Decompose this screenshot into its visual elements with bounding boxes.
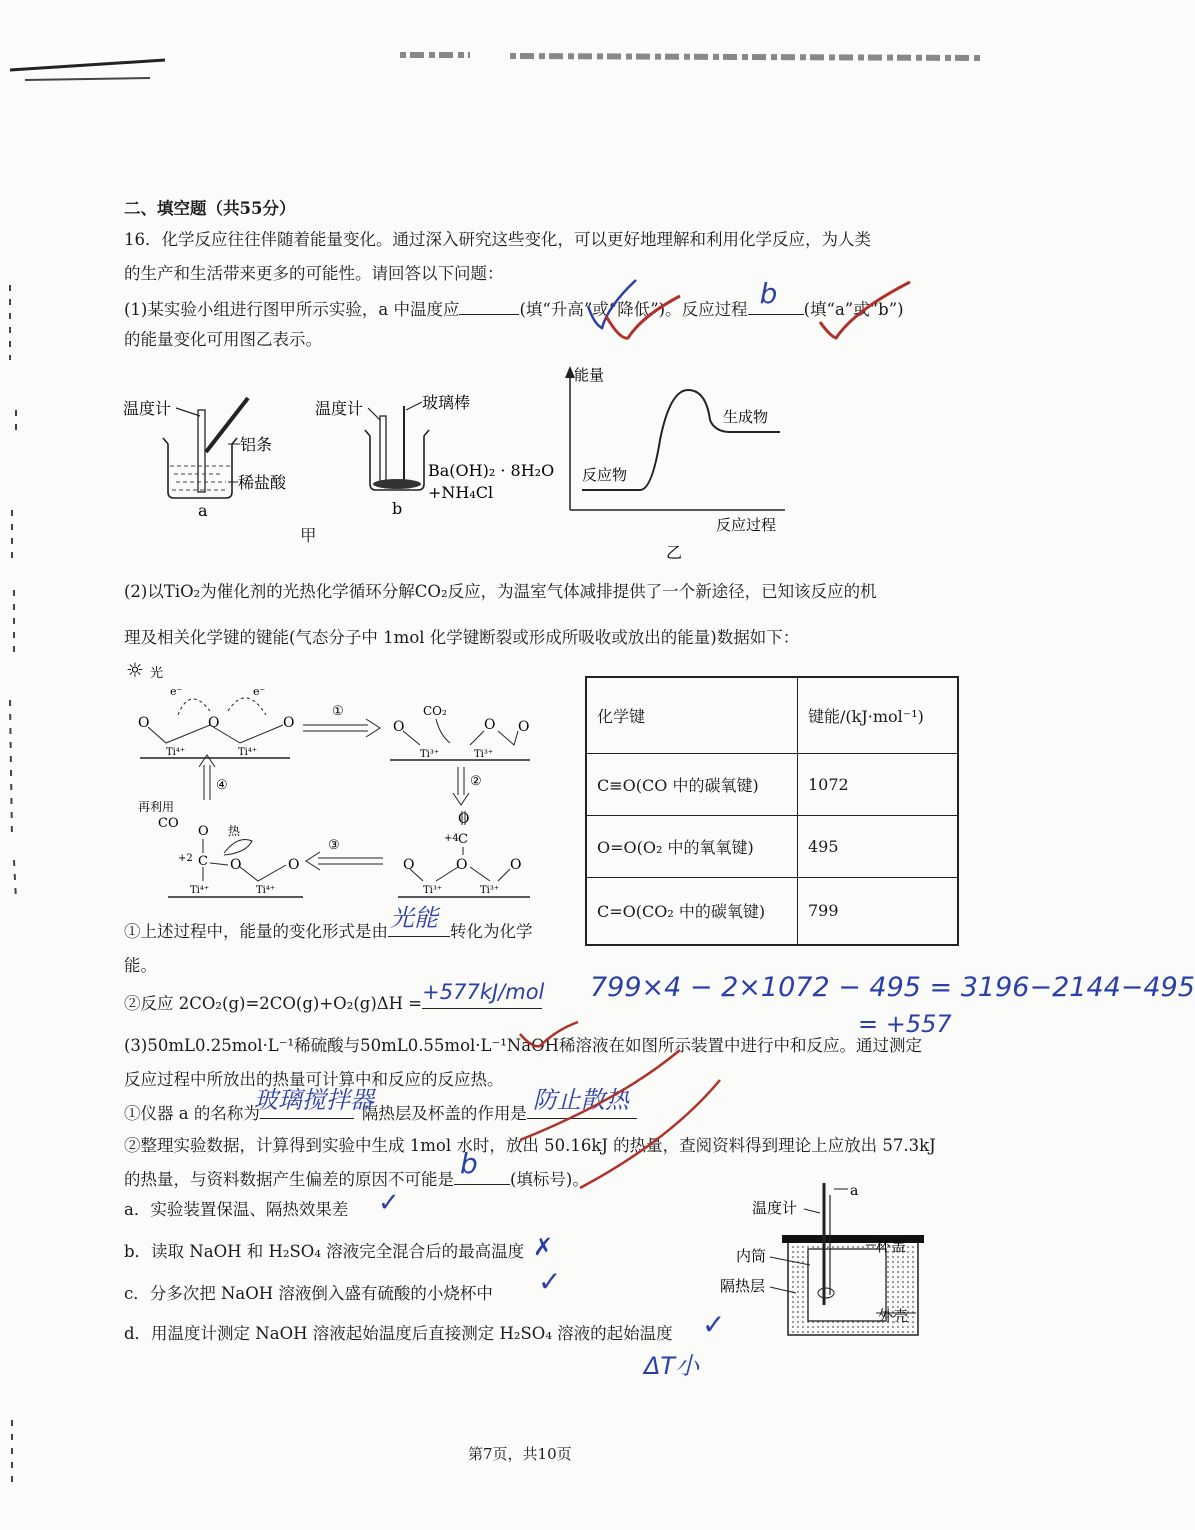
fig-a-al-label: 铝条 xyxy=(240,435,273,454)
fig-yi-reactant-label: 反应物 xyxy=(582,466,628,484)
mark-c: ✓ xyxy=(538,1265,562,1298)
p3-q1-answer-1: 玻璃搅拌器 xyxy=(253,1086,374,1114)
fig-yi-product-label: 生成物 xyxy=(723,408,769,426)
mech-co: CO xyxy=(158,816,179,831)
table-cell-energy: 1072 xyxy=(798,753,959,815)
mech-o-7: O xyxy=(198,824,209,839)
checkmark-marks-p1 xyxy=(580,276,940,346)
mechanism-diagram xyxy=(118,655,558,915)
mech-o-9: O xyxy=(288,857,300,873)
section-title: 二、填空题（共55分） xyxy=(124,199,296,218)
figure-yi-energy-diagram xyxy=(560,360,800,565)
p3-q2-text-a: 的热量，与资料数据产生偏差的原因不可能是 xyxy=(124,1170,454,1189)
p1-blank-1 xyxy=(459,296,519,315)
q16-part3-line2: 反应过程中所放出的热量可计算中和反应的反应热。 xyxy=(124,1070,504,1089)
fig-b-reagent1: Ba(OH)₂ · 8H₂O xyxy=(428,461,555,480)
table-row xyxy=(586,877,958,945)
handwritten-calculation: 799×4 − 2×1072 − 495 = 3196−2144−495 xyxy=(590,972,1195,1003)
mech-o-6: O xyxy=(518,719,530,735)
mech-o-2: O xyxy=(208,715,220,731)
q16-part2-line2: 理及相关化学键的键能(气态分子中 1mol 化学键断裂或形成所吸收或放出的能量)数据如下： xyxy=(124,628,800,647)
bond-energy-table xyxy=(585,676,959,946)
mech-ti-3: Ti³⁺ xyxy=(420,749,440,760)
fig-jia-caption: 甲 xyxy=(300,526,317,545)
mark-d: ✓ xyxy=(702,1308,726,1341)
mech-ti-8: Ti³⁺ xyxy=(480,885,500,896)
fig-a-letter: a xyxy=(198,501,208,520)
p3-q2-line1: ②整理实验数据，计算得到实验中生成 1mol 水时，放出 50.16kJ 的热量，查阅资料得到理论上应放出 57.3kJ xyxy=(124,1136,936,1155)
mech-ox-c2: +2 xyxy=(178,853,193,864)
p1-text-c: (填“a”或“b”) xyxy=(803,300,904,319)
p3-q2-text-b: (填标号)。 xyxy=(510,1170,589,1189)
step-4-label: ④ xyxy=(216,778,228,793)
mech-o-10: O xyxy=(458,811,470,827)
mech-o-8: O xyxy=(230,857,242,873)
mech-o-5: O xyxy=(484,717,496,733)
checkmark-marks-p3 xyxy=(460,1020,760,1190)
handwritten-result: = +557 xyxy=(858,1010,952,1038)
mech-o-11: O xyxy=(403,857,415,873)
fig-yi-energy-label: 能量 xyxy=(574,366,605,384)
q16-intro-line2: 的生产和生活带来更多的可能性。请回答以下问题： xyxy=(124,264,504,283)
option-d: d．用温度计测定 NaOH 溶液起始温度后直接测定 H₂SO₄ 溶液的起始温度 xyxy=(124,1324,673,1343)
fig-b-letter: b xyxy=(392,499,403,518)
table-cell-energy: 495 xyxy=(798,815,959,877)
p2-q2-blank xyxy=(422,980,545,1009)
p3-q1-text-a: ①仪器 a 的名称为 xyxy=(124,1104,260,1123)
mech-ti-6: Ti⁴⁺ xyxy=(256,885,276,896)
fig-b-rod-label: 玻璃棒 xyxy=(422,393,471,412)
table-header-bond: 化学键 xyxy=(586,677,798,753)
table-header-energy: 键能/(kJ·mol⁻¹) xyxy=(798,677,959,753)
table-cell-energy: 799 xyxy=(798,877,959,945)
p2-q1-line xyxy=(124,904,533,944)
mech-ti-4: Ti³⁺ xyxy=(474,749,494,760)
table-cell-bond: C=O(CO₂ 中的碳氧键) xyxy=(586,877,798,945)
fig-yi-progress-label: 反应过程 xyxy=(716,516,777,534)
p3-q2-answer: b xyxy=(460,1147,478,1180)
calorimeter-inner-label: 内筒 xyxy=(736,1247,767,1265)
mech-ti-5: Ti⁴⁺ xyxy=(190,885,210,896)
sun-icon: ☼ xyxy=(126,658,144,682)
mech-o-12: O xyxy=(456,857,468,873)
page-footer: 第7页，共10页 xyxy=(468,1445,572,1463)
p2-q2-answer: +577kJ/mol xyxy=(422,980,545,1004)
option-a: a．实验装置保温、隔热效果差 xyxy=(124,1200,349,1219)
calorimeter-diagram xyxy=(716,1175,946,1345)
figure-jia-b xyxy=(310,380,570,520)
table-cell-bond: O=O(O₂ 中的氧氧键) xyxy=(586,815,798,877)
calorimeter-insulation-label: 隔热层 xyxy=(720,1277,766,1295)
mech-light-label: 光 xyxy=(150,666,164,681)
mech-co2: CO₂ xyxy=(423,704,447,718)
scan-header-strokes xyxy=(0,40,1080,90)
p2-q2-text: ②反应 2CO₂(g)=2CO(g)+O₂(g)ΔH = xyxy=(124,994,423,1013)
calorimeter-a-label: a xyxy=(850,1183,859,1199)
step-2-label: ② xyxy=(470,774,482,789)
p3-q1-text-b: 隔热层及杯盖的作用是 xyxy=(361,1104,527,1123)
table-header-row xyxy=(586,677,958,753)
step-3-label: ③ xyxy=(328,838,340,853)
q16-intro-line1: 16．化学反应往往伴随着能量变化。通过深入研究这些变化，可以更好地理解和利用化学反应，为人类 xyxy=(124,230,871,249)
scan-margin-marks xyxy=(0,280,30,1500)
option-c: c．分多次把 NaOH 溶液倒入盛有硫酸的小烧杯中 xyxy=(124,1284,493,1303)
fig-a-thermometer-label: 温度计 xyxy=(123,399,172,418)
mech-reuse-label: 再利用 xyxy=(138,800,175,814)
p1-answer-2: b xyxy=(759,277,778,310)
p2-q1-text-b: 转化为化学 xyxy=(450,922,533,941)
calorimeter-lid-label: 杯盖 xyxy=(876,1237,907,1255)
figure-jia-a xyxy=(118,380,308,520)
p3-q1-answer-2: 防止散热 xyxy=(532,1086,629,1114)
mech-o-4: O xyxy=(393,719,405,735)
p1-text-a: (1)某实验小组进行图甲所示实验，a 中温度应 xyxy=(124,300,460,319)
p2-q1-blank xyxy=(388,904,450,937)
calorimeter-shell-label: 外壳 xyxy=(878,1307,909,1325)
step-1-label: ① xyxy=(332,704,344,719)
mech-c-1: C xyxy=(198,854,208,869)
p2-q1-line2: 能。 xyxy=(124,956,157,975)
fig-b-thermometer-label: 温度计 xyxy=(315,399,364,418)
note-delta-t: ΔT小 xyxy=(644,1352,700,1380)
q16-part3-line1: (3)50mL0.25mol·L⁻¹稀硫酸与50mL0.55mol·L⁻¹NaOH稀溶液在如图所示装置中进行中和反应。通过测定 xyxy=(124,1036,923,1055)
table-row xyxy=(586,753,958,815)
table-row xyxy=(586,815,958,877)
mech-ti-2: Ti⁴⁺ xyxy=(238,747,258,758)
mark-b: ✗ xyxy=(533,1233,554,1261)
mech-o-1: O xyxy=(138,715,150,731)
p3-q1-blank-1 xyxy=(253,1086,374,1119)
electron-label-1: e⁻ xyxy=(170,685,183,698)
mech-c-2: C xyxy=(458,832,468,847)
p2-q1-answer: 光能 xyxy=(390,904,438,932)
mech-o-3: O xyxy=(283,715,295,731)
calorimeter-thermometer-label: 温度计 xyxy=(752,1199,798,1217)
p2-q2-line xyxy=(124,980,545,1016)
fig-yi-caption: 乙 xyxy=(666,543,683,562)
flame-icon xyxy=(224,840,252,856)
mech-heat-label: 热 xyxy=(228,824,241,838)
fig-b-reagent2: +NH₄Cl xyxy=(428,483,494,502)
q16-part1-line2: 的能量变化可用图乙表示。 xyxy=(124,330,322,349)
option-b: b．读取 NaOH 和 H₂SO₄ 溶液完全混合后的最高温度 xyxy=(124,1242,525,1261)
fig-a-acid-label: 稀盐酸 xyxy=(238,473,287,492)
mech-ti-1: Ti⁴⁺ xyxy=(166,747,186,758)
mark-a: ✓ xyxy=(378,1188,400,1218)
electron-label-2: e⁻ xyxy=(253,685,266,698)
table-cell-bond: C≡O(CO 中的碳氧键) xyxy=(586,753,798,815)
mech-ti-7: Ti³⁺ xyxy=(423,885,443,896)
q16-part2-line1: (2)以TiO₂为催化剂的光热化学循环分解CO₂反应，为温室气体减排提供了一个新途径，已知该反应的机 xyxy=(124,582,877,601)
p1-text-b: (填“升高”或“降低”)。反应过程 xyxy=(519,300,748,319)
p2-q1-text-a: ①上述过程中，能量的变化形式是由 xyxy=(124,922,388,941)
mech-ox-c4: +4 xyxy=(444,833,459,844)
mech-o-13: O xyxy=(510,857,522,873)
